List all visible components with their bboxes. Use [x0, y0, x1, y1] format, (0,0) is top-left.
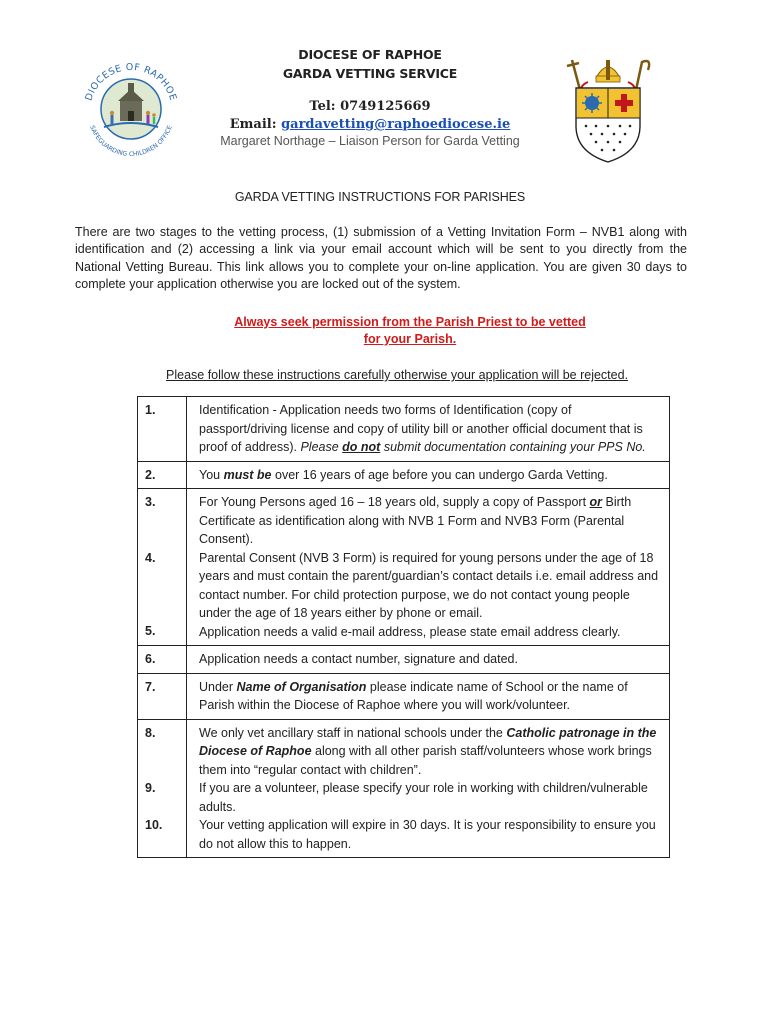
instructions-table [137, 396, 670, 858]
instruction-text-run: must be [223, 467, 272, 482]
permission-warning-line1: Always seek permission from the Parish Priest to be vetted [234, 315, 586, 329]
diocese-heading: DIOCESE OF RAPHOE [298, 47, 442, 62]
instruction-text-cell [187, 719, 670, 858]
document-title: GARDA VETTING INSTRUCTIONS FOR PARISHES [234, 190, 526, 204]
follow-instructions-note: Please follow these instructions carefully otherwise your application will be rejected. [166, 368, 629, 382]
instruction-text-cell [187, 489, 670, 646]
instruction-text [199, 650, 663, 669]
instruction-text-run: Please [300, 440, 343, 454]
instruction-text-cell [187, 673, 670, 719]
instruction-number-cell [138, 461, 187, 489]
instruction-text-run: do not [342, 440, 381, 454]
instruction-text-run: over 16 years of age before you can undergo Garda Vetting. [271, 467, 608, 482]
instruction-text-cell [187, 646, 670, 674]
instruction-text-run: We only vet ancillary staff in national schools under the [199, 725, 507, 740]
permission-warning-line2: for your Parish. [363, 332, 457, 346]
logo-ring-text-bottom: SAFEGUARDING CHILDREN OFFICE [88, 124, 174, 158]
instruction-text [199, 493, 663, 549]
instruction-text-run: Your vetting application will expire in 30 days. It is your responsibility to ensure you do not allow this to happen. [199, 818, 656, 851]
table-row [138, 397, 670, 462]
instruction-number: 9. [145, 781, 156, 795]
instruction-number: 5. [145, 624, 156, 638]
instruction-text-run: submit documentation containing your PPS No. [380, 440, 646, 454]
instruction-text [199, 779, 663, 816]
instruction-text-run: Identification - Application needs two forms of Identification (copy of passport/driving license and copy of utility bill or another official document that is proof of address). [199, 403, 643, 454]
table-row [138, 673, 670, 719]
instruction-text [199, 678, 663, 715]
instruction-number: 7. [145, 679, 156, 694]
instruction-text-cell [187, 397, 670, 462]
instruction-number: 4. [145, 550, 156, 565]
instruction-text-run: Parental Consent (NVB 3 Form) is required for young persons under the age of 18 years and must contain the parent/guardian’s contact details i.e. email address and contact number. For child protection purpose, we do not contact young people under the age of 18 years either by phone or email. [199, 550, 659, 620]
instruction-text [199, 724, 663, 780]
instruction-number: 3. [145, 495, 156, 509]
instruction-text-run: along with all other parish staff/volunteers whose work brings them into “regular contact with children”. [199, 744, 652, 777]
instruction-number-cell [138, 719, 187, 858]
instruction-number: 10. [145, 817, 163, 832]
diocese-coat-of-arms [558, 52, 658, 164]
table-row [138, 461, 670, 489]
instruction-text-run: Application needs a valid e-mail address, please state email address clearly. [199, 624, 621, 639]
instruction-text-cell [187, 461, 670, 489]
email-line [190, 117, 550, 132]
instruction-text [199, 816, 663, 853]
instruction-text-run: or [589, 495, 603, 509]
instruction-text [199, 401, 663, 457]
instruction-number-cell [138, 646, 187, 674]
instruction-text-run: Name of Organisation [236, 679, 367, 694]
table-row [138, 646, 670, 674]
instruction-text-run: If you are a volunteer, please specify your role in working with children/vulnerable adults. [199, 781, 648, 814]
logo-ring-text-top: DIOCESE OF RAPHOE [83, 61, 179, 103]
instruction-number: 6. [145, 652, 156, 666]
table-row [138, 719, 670, 858]
instruction-text-run: You [199, 467, 224, 482]
instruction-number-cell [138, 397, 187, 462]
intro-paragraph: There are two stages to the vetting process, (1) submission of a Vetting Invitation Form – NVB1 along with identification and (2) accessing a link via your email account which will be sent to you directly from the National Vetting Bureau. This link allows you to complete your on-line application. You are given 30 days to complete your application otherwise you are locked out of the system. [75, 225, 687, 291]
instruction-text-run: Catholic patronage in the Diocese of Raphoe [199, 725, 657, 758]
telephone-line: Tel: 0749125669 [309, 99, 431, 114]
instruction-number: 8. [145, 725, 156, 740]
instruction-text-run: For Young Persons aged 16 – 18 years old, supply a copy of Passport [199, 495, 590, 509]
liaison-person: Margaret Northage – Liaison Person for Garda Vetting [220, 134, 520, 148]
instruction-number-cell [138, 673, 187, 719]
instruction-text-run: Application needs a contact number, signature and dated. [199, 652, 518, 666]
email-address-link[interactable]: gardavetting@raphoediocese.ie [281, 117, 511, 132]
table-row [138, 489, 670, 646]
instruction-number-cell [138, 489, 187, 646]
instruction-text [199, 466, 663, 485]
email-label: Email: [229, 117, 277, 132]
instruction-number: 1. [145, 403, 156, 417]
service-heading: GARDA VETTING SERVICE [282, 66, 458, 81]
instruction-text-run: Under [199, 679, 237, 694]
instruction-number: 2. [145, 467, 156, 482]
instruction-text-run: Birth Certificate as identification along with NVB 1 Form and NVB3 Form (Parental Consent). [199, 495, 632, 546]
safeguarding-office-logo [76, 53, 186, 163]
instruction-text-run: please indicate name of School or the name of Parish within the Diocese of Raphoe where you will work/volunteer. [199, 679, 628, 712]
instruction-text [199, 623, 663, 642]
instruction-text [199, 549, 663, 623]
